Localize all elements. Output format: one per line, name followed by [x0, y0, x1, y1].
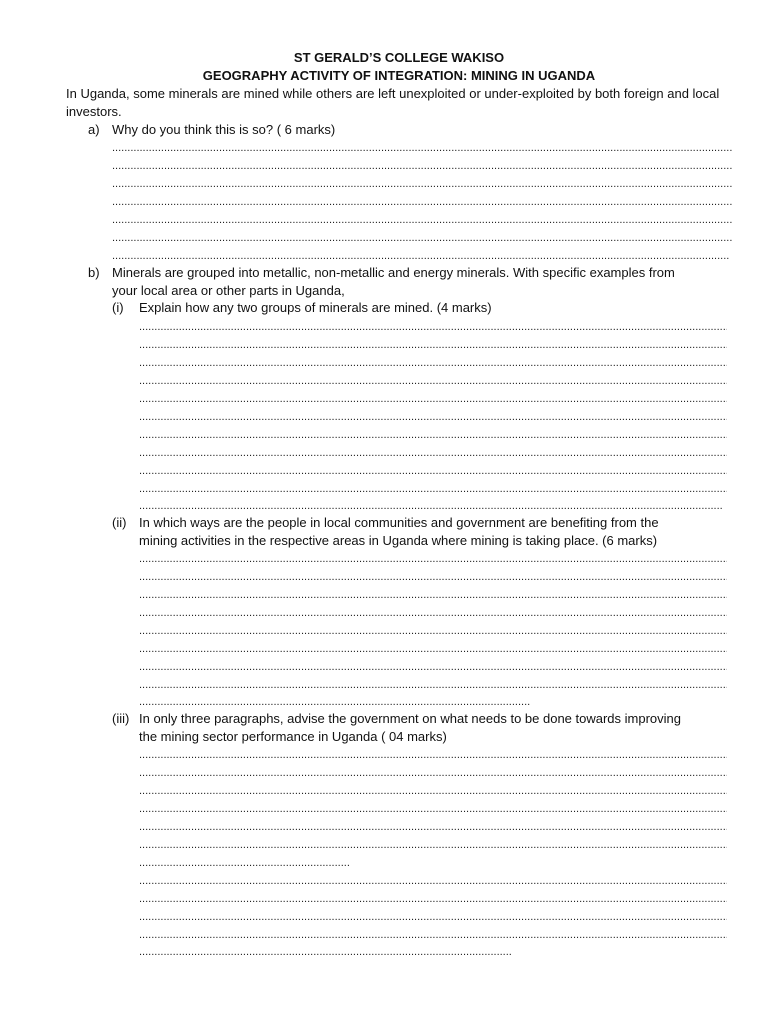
answer-line[interactable] [112, 139, 732, 157]
activity-title: GEOGRAPHY ACTIVITY OF INTEGRATION: MINING IN UGANDA [202, 68, 596, 83]
answer-line[interactable] [139, 426, 727, 444]
answer-line[interactable] [139, 818, 727, 836]
part-b-marker: b) [88, 265, 100, 280]
answer-line[interactable] [139, 497, 723, 515]
answer-line[interactable] [139, 764, 727, 782]
answer-line[interactable] [139, 800, 727, 818]
answer-line[interactable] [139, 836, 727, 854]
answer-line[interactable] [139, 568, 727, 586]
part-a-question: Why do you think this is so? ( 6 marks) [112, 122, 336, 137]
answer-line[interactable] [139, 604, 727, 622]
intro-paragraph: In Uganda, some minerals are mined while others are left unexploited or under-exploited by both foreign and local investors. [66, 86, 720, 119]
answer-line[interactable] [139, 372, 727, 390]
answer-line[interactable] [139, 890, 727, 908]
part-b-i-question: Explain how any two groups of minerals are mined. (4 marks) [139, 300, 492, 315]
part-b-ii-line-2: mining activities in the respective areas in Uganda where mining is taking place. (6 marks) [139, 533, 658, 548]
part-b-line-2: your local area or other parts in Uganda, [112, 283, 345, 298]
school-title: ST GERALD’S COLLEGE WAKISO [293, 50, 505, 65]
answer-line[interactable] [139, 444, 727, 462]
answer-line[interactable] [112, 175, 732, 193]
answer-line[interactable] [139, 746, 727, 764]
answer-line[interactable] [139, 550, 727, 568]
answer-line[interactable] [112, 211, 732, 229]
answer-line[interactable] [139, 926, 727, 944]
answer-line[interactable] [139, 658, 727, 676]
answer-line[interactable] [139, 586, 727, 604]
answer-line[interactable] [139, 462, 727, 480]
answer-line[interactable] [139, 480, 727, 498]
part-b-iii-line-2: the mining sector performance in Uganda ( 04 marks) [139, 729, 447, 744]
answer-line[interactable] [139, 943, 511, 961]
part-b-line-1: Minerals are grouped into metallic, non-metallic and energy minerals. With specific examples from [112, 265, 675, 280]
answer-line[interactable] [139, 782, 727, 800]
part-a-marker: a) [88, 122, 100, 137]
answer-line[interactable] [139, 354, 727, 372]
answer-line[interactable] [139, 854, 349, 872]
answer-line[interactable] [112, 157, 732, 175]
answer-line[interactable] [139, 318, 727, 336]
answer-line[interactable] [139, 390, 727, 408]
answer-line[interactable] [139, 336, 727, 354]
answer-line[interactable] [139, 408, 727, 426]
answer-line[interactable] [139, 872, 727, 890]
part-b-iii-line-1: In only three paragraphs, advise the government on what needs to be done towards improving [139, 711, 682, 726]
part-b-ii-line-1: In which ways are the people in local communities and government are benefiting from the [139, 515, 659, 530]
answer-line[interactable] [139, 640, 727, 658]
part-b-ii-marker: (ii) [112, 515, 127, 530]
answer-line[interactable] [139, 908, 727, 926]
answer-line[interactable] [139, 676, 727, 694]
answer-line[interactable] [139, 693, 531, 711]
answer-line[interactable] [112, 247, 730, 265]
answer-line[interactable] [112, 229, 732, 247]
part-b-i-marker: (i) [112, 300, 124, 315]
answer-line[interactable] [139, 622, 727, 640]
part-b-iii-marker: (iii) [112, 711, 130, 726]
answer-line[interactable] [112, 193, 732, 211]
